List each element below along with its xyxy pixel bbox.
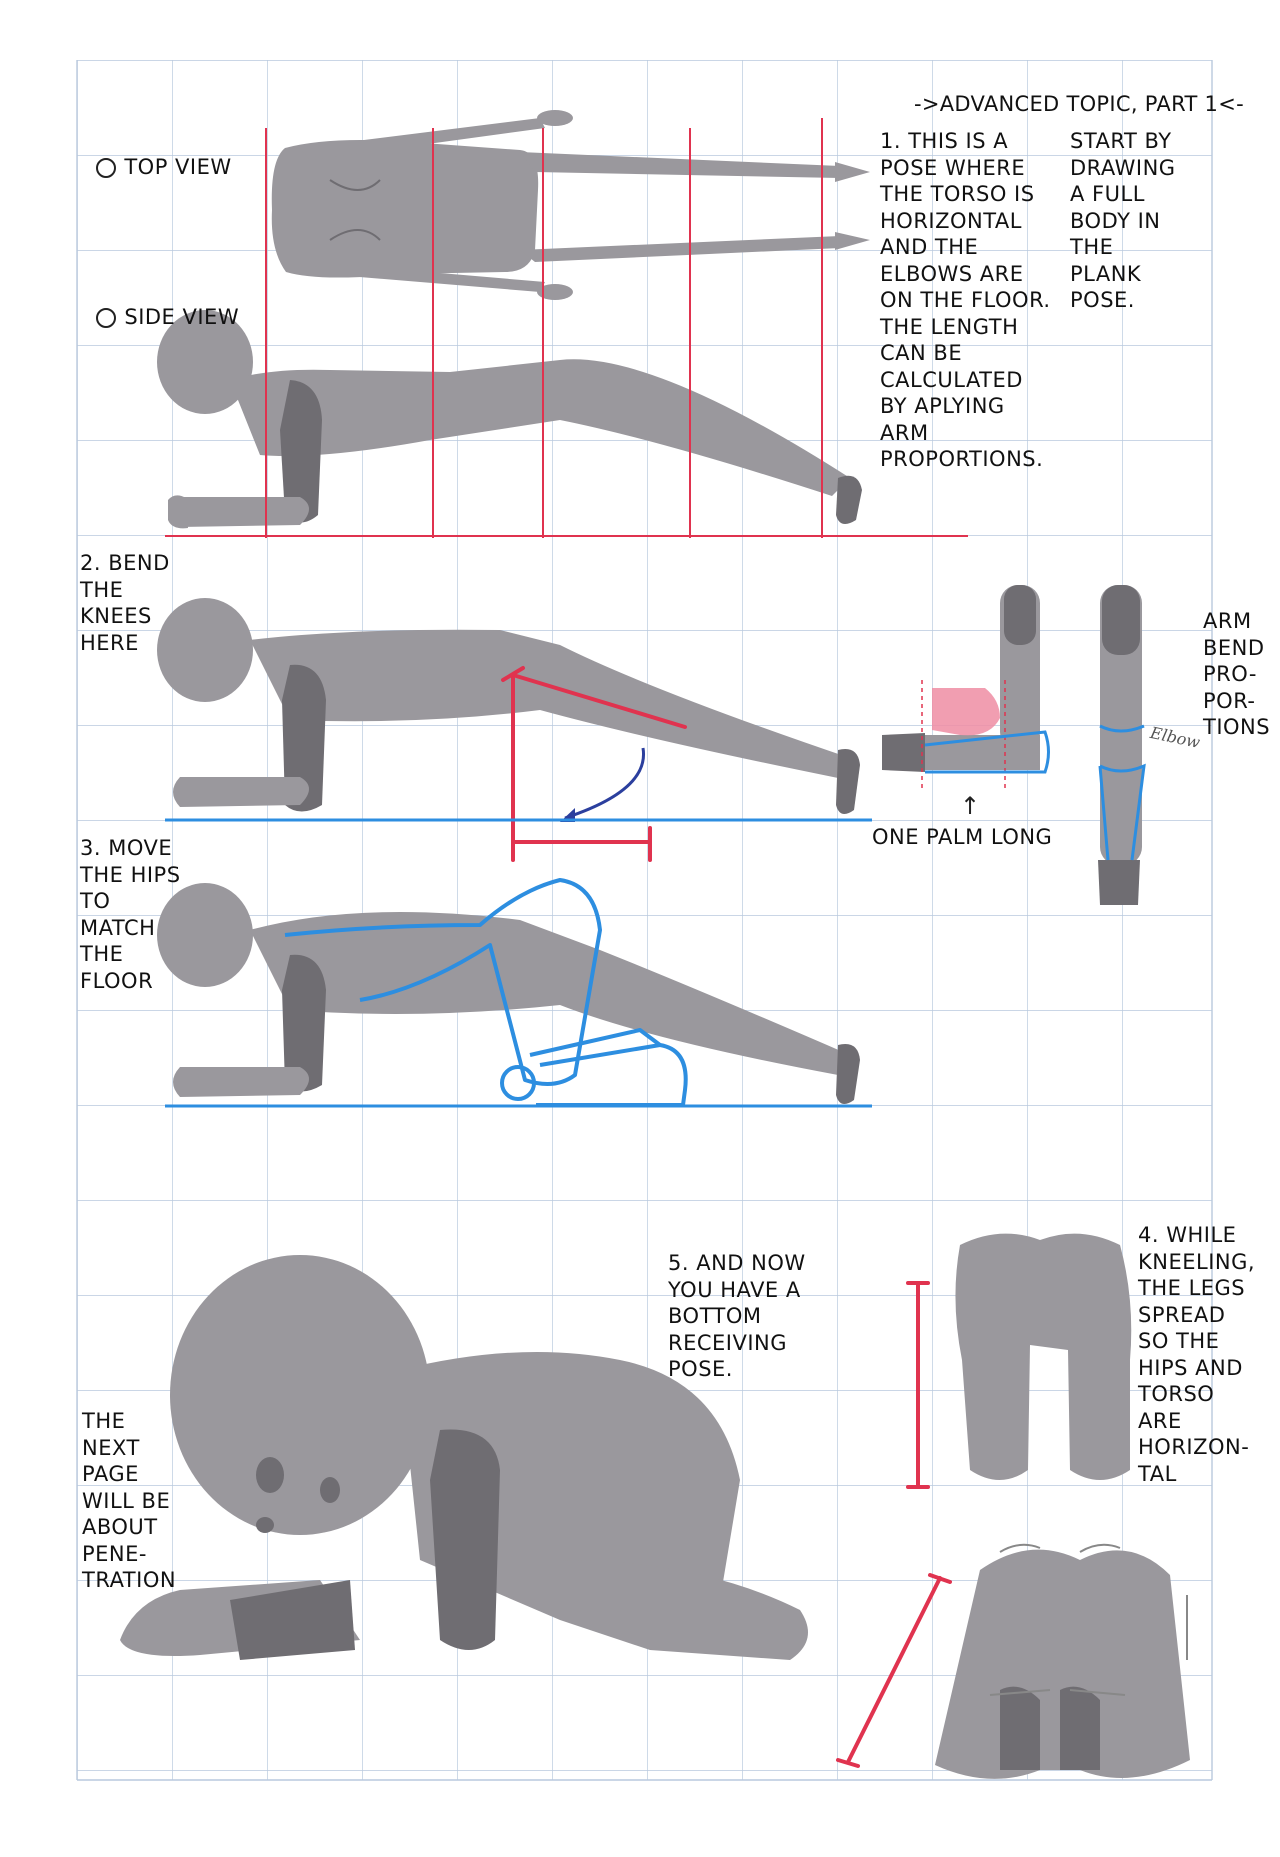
step1-side-text: START BY DRAWING A FULL BODY IN THE PLANK POSE. (1070, 129, 1176, 312)
arm-front-figure (1098, 585, 1142, 905)
elbow-note: Elbow (1148, 722, 1202, 753)
palm-hand-pink (932, 688, 1000, 735)
palm-label: ONE PALM LONG (872, 825, 1053, 849)
up-arrow: ↑ (960, 792, 981, 820)
radio-circle-icon (96, 308, 116, 328)
header-left-arrow-icon: -> (913, 91, 940, 116)
header-right-arrow-icon: <- (1218, 91, 1244, 116)
top-view-label-text: TOP VIEW (124, 154, 232, 179)
arm-proportions-text: ARM BEND PRO- POR- TIONS (1203, 609, 1271, 739)
step2-text: 2. BEND THE KNEES HERE (80, 551, 170, 655)
step5-text: 5. AND NOW YOU HAVE A BOTTOM RECEIVING POSE. (668, 1251, 806, 1381)
top-view-label (82, 127, 232, 180)
header-title (900, 64, 1244, 117)
step1-text: 1. THIS IS A POSE WHERE THE TORSO IS HORIZONTAL AND THE ELBOWS ARE ON THE FLOOR. THE LENGTH CAN BE CALCULATED BY APLYING ARM PROPORTIONS. (880, 129, 1051, 471)
step3-text: 3. MOVE THE HIPS TO MATCH THE FLOOR (80, 836, 181, 993)
side-view-label (82, 277, 239, 330)
step4-text: 4. WHILE KNEELING, THE LEGS SPREAD SO THE HIPS AND TORSO ARE HORIZON- TAL (1138, 1223, 1256, 1486)
next-page-text: THE NEXT PAGE WILL BE ABOUT PENE- TRATION (82, 1409, 177, 1592)
side-view-label-text: SIDE VIEW (124, 304, 240, 329)
header-title-text: ADVANCED TOPIC, PART 1 (939, 91, 1219, 116)
radio-circle-icon (96, 158, 116, 178)
